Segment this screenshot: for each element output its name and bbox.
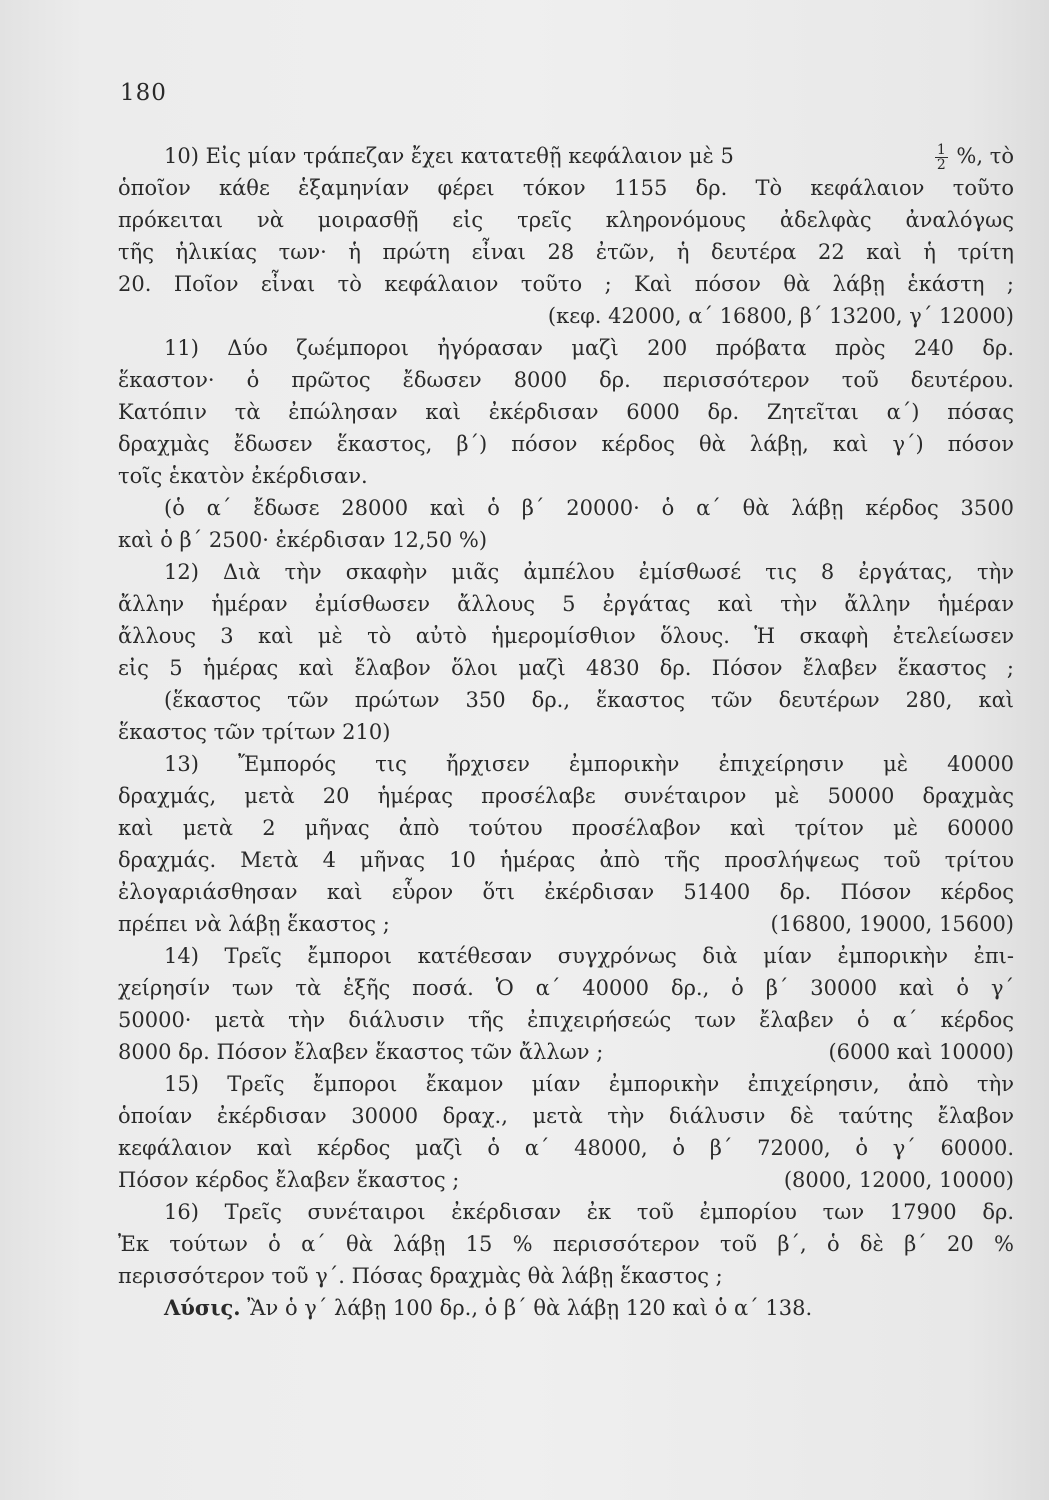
problem-13-line-6: πρέπει νὰ λάβῃ ἕκαστος ; (16800, 19000, 15600) [118,908,1014,940]
problem-11-answer-1: (ὁ α΄ ἔδωσε 28000 καὶ ὁ β΄ 20000· ὁ α΄ θὰ λάβῃ κέρδος 3500 [164,496,1014,520]
problem-10-line-5: 20. Ποῖον εἶναι τὸ κεφάλαιον τοῦτο ; Καὶ πόσον θὰ λάβῃ ἑκάστη ; [118,272,1014,296]
problem-12-answer-1: (ἕκαστος τῶν πρώτων 350 δρ., ἕκαστος τῶν δευτέρων 280, καὶ [164,688,1014,712]
problem-10-line-3: πρόκειται νὰ μοιρασθῇ εἰς τρεῖς κληρονόμους ἀδελφὰς ἀναλόγως [118,208,1014,232]
problem-14-answer: (6000 καὶ 10000) [828,1040,1014,1064]
problem-13-line-3: καὶ μετὰ 2 μῆνας ἀπὸ τούτου προσέλαβον καὶ τρίτον μὲ 60000 [118,816,1014,840]
problem-15-line-2: ὁποίαν ἐκέρδισαν 30000 δραχ., μετὰ τὴν διάλυσιν δὲ ταύτης ἔλαβον [118,1104,1014,1128]
problem-12-answer-2: ἕκαστος τῶν τρίτων 210) [118,720,391,744]
problem-10-line-1: 10) Εἰς μίαν τράπεζαν ἔχει κατατεθῇ κεφάλαιον μὲ 5 $\frac{1}{2}$ %, τὸ [164,142,1014,172]
problem-14-line-2: χείρησίν των τὰ ἑξῆς ποσά. Ὁ α΄ 40000 δρ., ὁ β΄ 30000 καὶ ὁ γ΄ [118,976,1014,1000]
problem-16-line-3: περισσότερον τοῦ γ΄. Πόσας δραχμὰς θὰ λάβῃ ἕκαστος ; [118,1264,723,1288]
problem-11-line-4: δραχμὰς ἔδωσεν ἕκαστος, β΄) πόσον κέρδος θὰ λάβῃ, καὶ γ΄) πόσον [118,432,1014,456]
problem-11-line-2: ἕκαστον· ὁ πρῶτος ἔδωσεν 8000 δρ. περισσότερον τοῦ δευτέρου. [118,368,1014,392]
problem-14-line-4: 8000 δρ. Πόσον ἔλαβεν ἕκαστος τῶν ἄλλων ; (6000 καὶ 10000) [118,1036,1014,1068]
problem-13-line-2: δραχμάς, μετὰ 20 ἡμέρας προσέλαβε συνέταιρον μὲ 50000 δραχμὰς [118,784,1014,808]
page-number: 180 [120,80,167,106]
problem-16-line-2: Ἐκ τούτων ὁ α΄ θὰ λάβῃ 15 % περισσότερον τοῦ β΄, ὁ δὲ β΄ 20 % [118,1232,1014,1256]
problem-15-answer: (8000, 12000, 10000) [783,1168,1014,1192]
problem-11-line-3: Κατόπιν τὰ ἐπώλησαν καὶ ἐκέρδισαν 6000 δρ. Ζητεῖται α΄) πόσας [118,400,1014,424]
problem-14-line-1: 14) Τρεῖς ἔμποροι κατέθεσαν συγχρόνως διὰ μίαν ἐμπορικὴν ἐπι- [164,944,1014,968]
problem-13-answer: (16800, 19000, 15600) [770,912,1014,936]
problem-15-line-4: Πόσον κέρδος ἔλαβεν ἕκαστος ; (8000, 12000, 10000) [118,1164,1014,1196]
problem-13-line-5: ἐλογαριάσθησαν καὶ εὗρον ὅτι ἐκέρδισαν 51400 δρ. Πόσον κέρδος [118,880,1014,904]
problem-15-line-3: κεφάλαιον καὶ κέρδος μαζὶ ὁ α΄ 48000, ὁ β΄ 72000, ὁ γ΄ 60000. [118,1136,1014,1160]
problem-13-line-4: δραχμάς. Μετὰ 4 μῆνας 10 ἡμέρας ἀπὸ τῆς προσλήψεως τοῦ τρίτου [118,848,1014,872]
page-content [118,140,1014,1324]
problem-11-answer-2: καὶ ὁ β΄ 2500· ἐκέρδισαν 12,50 %) [118,528,488,552]
problem-10-answer: (κεφ. 42000, α΄ 16800, β΄ 13200, γ΄ 12000) [547,304,1014,328]
problem-10-line-4: τῆς ἡλικίας των· ἡ πρώτη εἶναι 28 ἐτῶν, ἡ δευτέρα 22 καὶ ἡ τρίτη [118,240,1014,264]
problem-12-line-3: ἄλλους 3 καὶ μὲ τὸ αὐτὸ ἡμερομίσθιον ὅλους. Ἡ σκαφὴ ἐτελείωσεν [118,624,1014,648]
problem-13-line-1: 13) Ἔμπορός τις ἤρχισεν ἐμπορικὴν ἐπιχείρησιν μὲ 40000 [164,752,1014,776]
problem-11-line-1: 11) Δύο ζωέμποροι ἠγόρασαν μαζὶ 200 πρόβατα πρὸς 240 δρ. [164,336,1014,360]
problem-16-line-1: 16) Τρεῖς συνέταιροι ἐκέρδισαν ἐκ τοῦ ἐμπορίου των 17900 δρ. [164,1200,1014,1224]
solution-label: Λύσις. [164,1295,241,1320]
problem-16-solution [118,1292,1014,1324]
problem-11-line-5: τοῖς ἑκατὸν ἐκέρδισαν. [118,464,368,488]
problem-10-line-2: ὁποῖον κάθε ἑξαμηνίαν φέρει τόκον 1155 δρ. Τὸ κεφάλαιον τοῦτο [118,176,1014,200]
solution-text: Ἂν ὁ γ΄ λάβῃ 100 δρ., ὁ β΄ θὰ λάβῃ 120 καὶ ὁ α΄ 138. [247,1296,813,1320]
problem-14-line-3: 50000· μετὰ τὴν διάλυσιν τῆς ἐπιχειρήσεώς των ἔλαβεν ὁ α΄ κέρδος [118,1008,1014,1032]
problem-15-line-1: 15) Τρεῖς ἔμποροι ἔκαμον μίαν ἐμπορικὴν ἐπιχείρησιν, ἀπὸ τὴν [164,1072,1014,1096]
problem-12-line-1: 12) Διὰ τὴν σκαφὴν μιᾶς ἀμπέλου ἐμίσθωσέ τις 8 ἐργάτας, τὴν [164,560,1014,584]
fraction: $\frac{1}{2}$ [936,142,946,172]
problem-12-line-4: εἰς 5 ἡμέρας καὶ ἔλαβον ὅλοι μαζὶ 4830 δρ. Πόσον ἔλαβεν ἕκαστος ; [118,656,1014,680]
problem-12-line-2: ἄλλην ἡμέραν ἐμίσθωσεν ἄλλους 5 ἐργάτας καὶ τὴν ἄλλην ἡμέραν [118,592,1014,616]
